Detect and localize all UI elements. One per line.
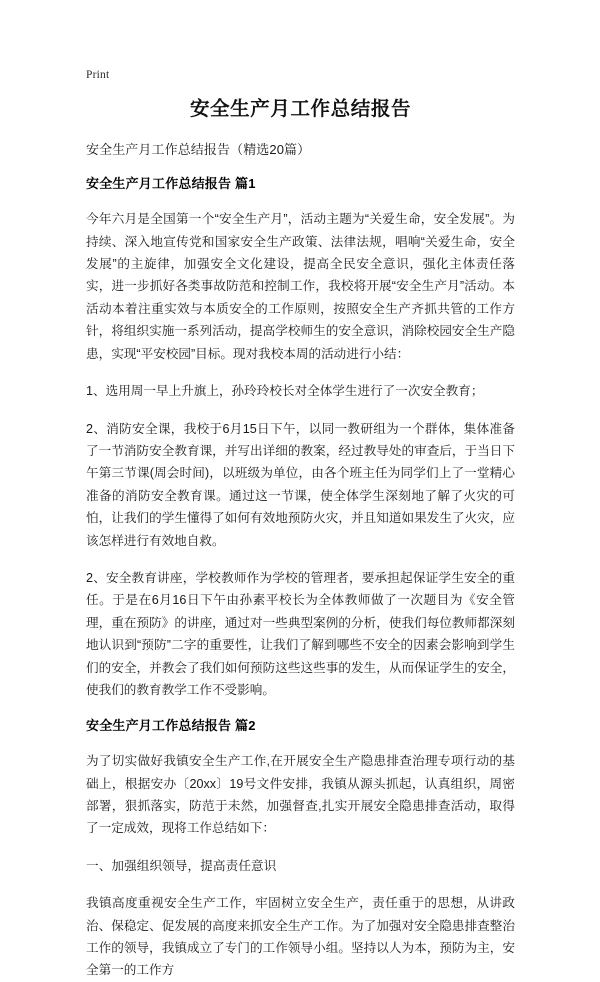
sections-container: [86, 174, 515, 981]
section-heading: 安全生产月工作总结报告 篇2: [86, 718, 256, 734]
paragraph: 今年六月是全国第一个“安全生产月”，活动主题为“关爱生命，安全发展”。为持续、深入地宣传党和国家安全生产政策、法律法规，唱响“关爱生命，安全发展”的主旋律，加强安全文化建设，提高全民安全意识，强化主体责任落实，进一步抓好各类事故防范和控制工作，我校将开展“安全生产月”活动。本活动本着注重实效与本质安全的工作原则，按照安全生产齐抓共管的工作方针，将组织实施一系列活动，提高学校师生的安全意识，消除校园安全生产隐患，实现“平安校园”目标。现对我校本周的活动进行小结：: [86, 212, 515, 361]
print-link[interactable]: Print: [86, 69, 110, 81]
paragraph: 我镇高度重视安全生产工作，牢固树立安全生产，责任重于的思想，从讲政治、保稳定、促发展的高度来抓安全生产工作。为了加强对安全隐患排查整治工作的领导，我镇成立了专门的工作领导小组。坚持以人为本，预防为主，安全第一的工作方: [86, 896, 515, 978]
page-title: 安全生产月工作总结报告: [189, 98, 412, 120]
paragraph: 为了切实做好我镇安全生产工作,在开展安全生产隐患排查治理专项行动的基础上，根据安办〔20xx〕19号文件安排，我镇从源头抓起，认真组织，周密部署，狠抓落实，防范于未然，加强督查,扎实开展安全隐患排查活动，取得了一定成效，现将工作总结如下：: [86, 754, 515, 836]
paragraph: 2、消防安全课，我校于6月15日下午，以同一教研组为一个群体，集体准备了一节消防安全教育课，并写出详细的教案，经过教导处的审查后，于当日下午第三节课(周会时间)，以班级为单位，由各个班主任为同学们上了一堂精心准备的消防安全教育课。通过这一节课，使全体学生深刻地了解了火灾的可怕，让我们的学生懂得了如何有效地预防火灾，并且知道如果发生了火灾，应该怎样进行有效地自救。: [86, 421, 515, 548]
document-subtitle: 安全生产月工作总结报告（精选20篇）: [86, 142, 311, 158]
print-bar: [86, 66, 109, 82]
section-heading: 安全生产月工作总结报告 篇1: [86, 176, 256, 192]
document-body: [86, 96, 515, 982]
section-subheading: 一、加强组织领导，提高责任意识: [86, 858, 277, 873]
paragraph: 2、安全教育讲座，学校教师作为学校的管理者，要承担起保证学生安全的重任。于是在6月16日下午由孙素平校长为全体教师做了一次题目为《安全管理，重在预防》的讲座，通过对一些典型案例的分析，使我们每位教师都深刻地认识到“预防”二字的重要性，让我们了解到哪些不安全的因素会影响到学生们的安全，并教会了我们如何预防这些这些事的发生，从而保证学生的安全，使我们的教育教学工作不受影响。: [86, 570, 515, 697]
paragraph: 1、选用周一早上升旗上，孙玲玲校长对全体学生进行了一次安全教育；: [86, 384, 484, 399]
